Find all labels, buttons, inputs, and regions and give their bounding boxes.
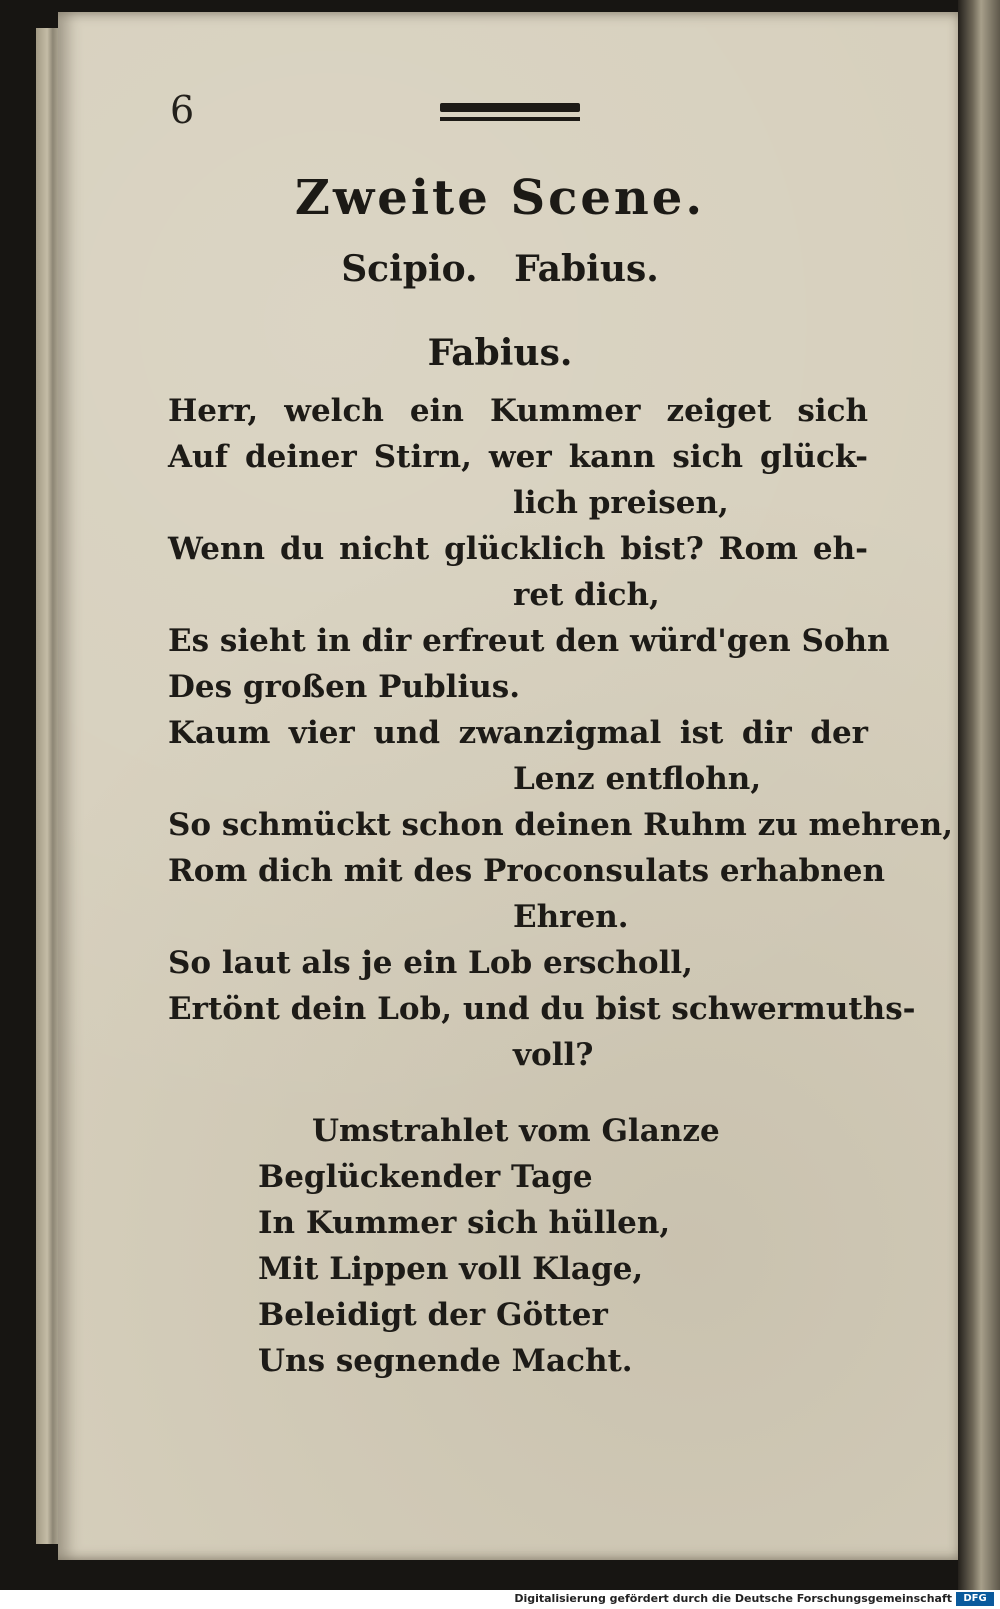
verse-line: Des großen Publius. [168, 669, 521, 705]
verse-line: Wenn du nicht glücklich bist? Rom eh- [168, 531, 868, 567]
verse-line: Rom dich mit des Proconsulats erhabnen [168, 853, 886, 889]
verse-line: Ehren. [513, 899, 629, 935]
speaker-name: Fabius. [427, 332, 573, 374]
ornament-bar [440, 103, 580, 112]
ornament-rule [440, 117, 580, 121]
scene-title: Zweite Scene. [294, 170, 706, 226]
aria-line: Uns segnende Macht. [258, 1343, 633, 1379]
recitative-verse [168, 388, 953, 1078]
header-ornament [440, 99, 580, 127]
right-page-fold [958, 0, 1000, 1590]
verse-line: Auf deiner Stirn, wer kann sich glück- [168, 439, 868, 475]
verse-line: So laut als je ein Lob erscholl, [168, 945, 693, 981]
verse-line: Es sieht in dir erfreut den würd'gen Sohn [168, 623, 890, 659]
aria-line: Beleidigt der Götter [258, 1297, 608, 1333]
verse-line: So schmückt schon deinen Ruhm zu mehren, [168, 807, 953, 843]
aria-line: Umstrahlet vom Glanze [312, 1113, 720, 1149]
page-number: 6 [170, 88, 195, 132]
funding-credit: Digitalisierung gefördert durch die Deutsche Forschungsgemeinschaft [514, 1592, 952, 1605]
verse-line: Kaum vier und zwanzigmal ist dir der [168, 715, 868, 751]
aria-line: Mit Lippen voll Klage, [258, 1251, 644, 1287]
verse-line: Lenz entflohn, [513, 761, 762, 797]
aria-verse [258, 1108, 758, 1384]
character-list: Scipio. Fabius. [341, 248, 659, 290]
aria-line: In Kummer sich hüllen, [258, 1205, 671, 1241]
dfg-logo: DFG [956, 1592, 994, 1606]
verse-line: Herr, welch ein Kummer zeiget sich [168, 393, 868, 429]
digitization-footer [0, 1590, 1000, 1609]
verse-line: voll? [513, 1037, 594, 1073]
verse-line: Ertönt dein Lob, und du bist schwermuths- [168, 991, 916, 1027]
verse-line: lich preisen, [513, 485, 729, 521]
aria-line: Beglückender Tage [258, 1159, 593, 1195]
verse-line: ret dich, [513, 577, 660, 613]
